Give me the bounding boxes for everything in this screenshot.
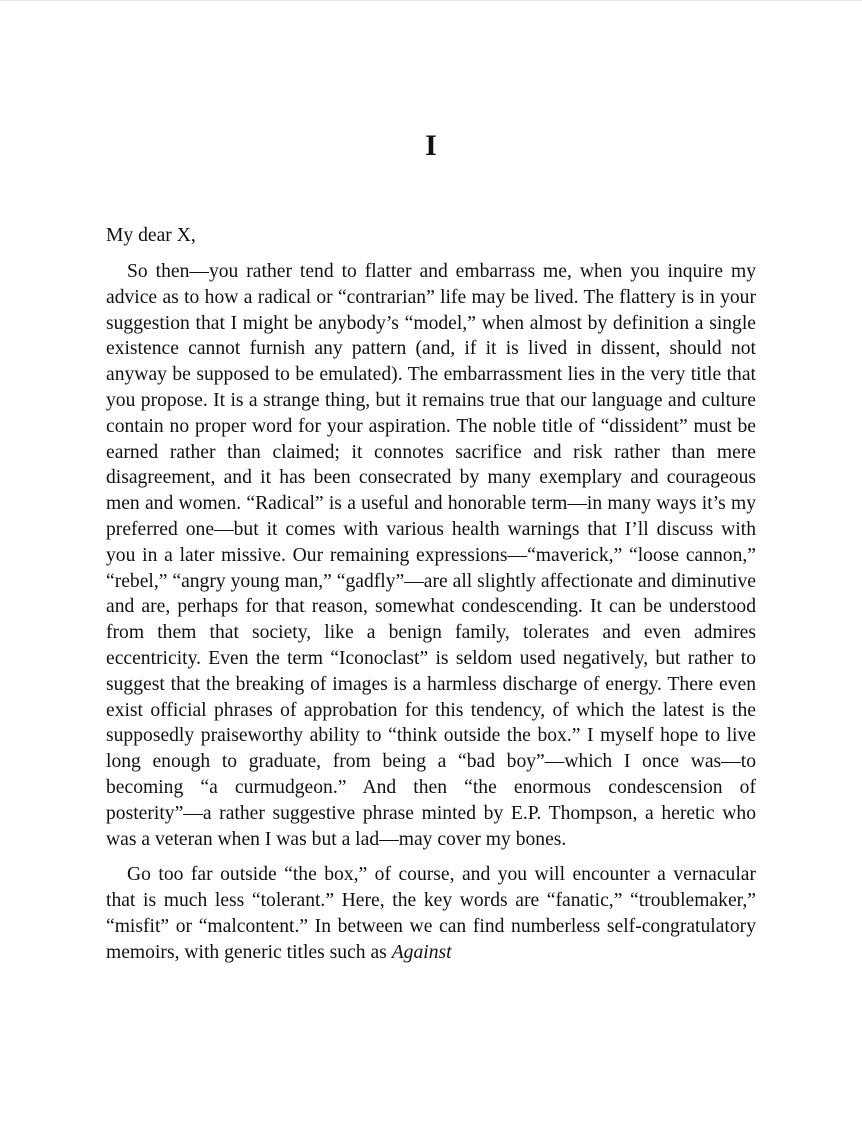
book-title-italic: Against [391,941,452,963]
paragraph-1: So then—you rather tend to flatter and embarrass me, when you inquire my advice as to how a radical or “contrarian” life may be lived. The flattery is in your suggestion that I might be anybody’s “model,” when almost by definition a single existence cannot furnish any pattern (and, if it is lived in dissent, should not anyway be supposed to be emulated). The embarrassment lies in the very title that you propose. It is a strange thing, but it remains true that our language and culture contain no proper word for your aspiration. The noble title of “dissident” must be earned rather than claimed; it connotes sacrifice and risk rather than mere disagreement, and it has been consecrated by many exemplary and courageous men and women. “Radical” is a useful and honorable term—in many ways it’s my preferred one—but it comes with various health warnings that I’ll discuss with you in a later missive. Our remaining expressions—“maverick,” “loose cannon,” “rebel,” “angry young man,” “gadfly”—are all slightly affectionate and diminutive and are, perhaps for that reason, somewhat condescending. It can be understood from them that society, like a benign family, tolerates and even admires eccentricity. Even the term “Iconoclast” is seldom used negatively, but rather to suggest that the breaking of images is a harmless discharge of energy. There even exist official phrases of approbation for this tendency, of which the latest is the supposedly praiseworthy ability to “think outside the box.” I myself hope to live long enough to graduate, from being a “bad boy”—which I once was—to becoming “a curmudgeon.” And then “the enormous condescension of posterity”—a rather suggestive phrase minted by E.P. Thompson, a heretic who was a veteran when I was but a lad—may cover my bones. [106,261,756,850]
chapter-heading: I [425,129,437,162]
letter-salutation: My dear X, [106,225,196,246]
letter-body [106,259,756,976]
paragraph-2 [106,862,756,965]
paragraph-2-text: Go too far outside “the box,” of course, and you will encounter a vernacular that is much less “tolerant.” Here, the key words are “fanatic,” “troublemaker,” “misfit” or “malcontent.” In between we can find numberless self-congratulatory memoirs, with generic titles such as [106,864,756,963]
